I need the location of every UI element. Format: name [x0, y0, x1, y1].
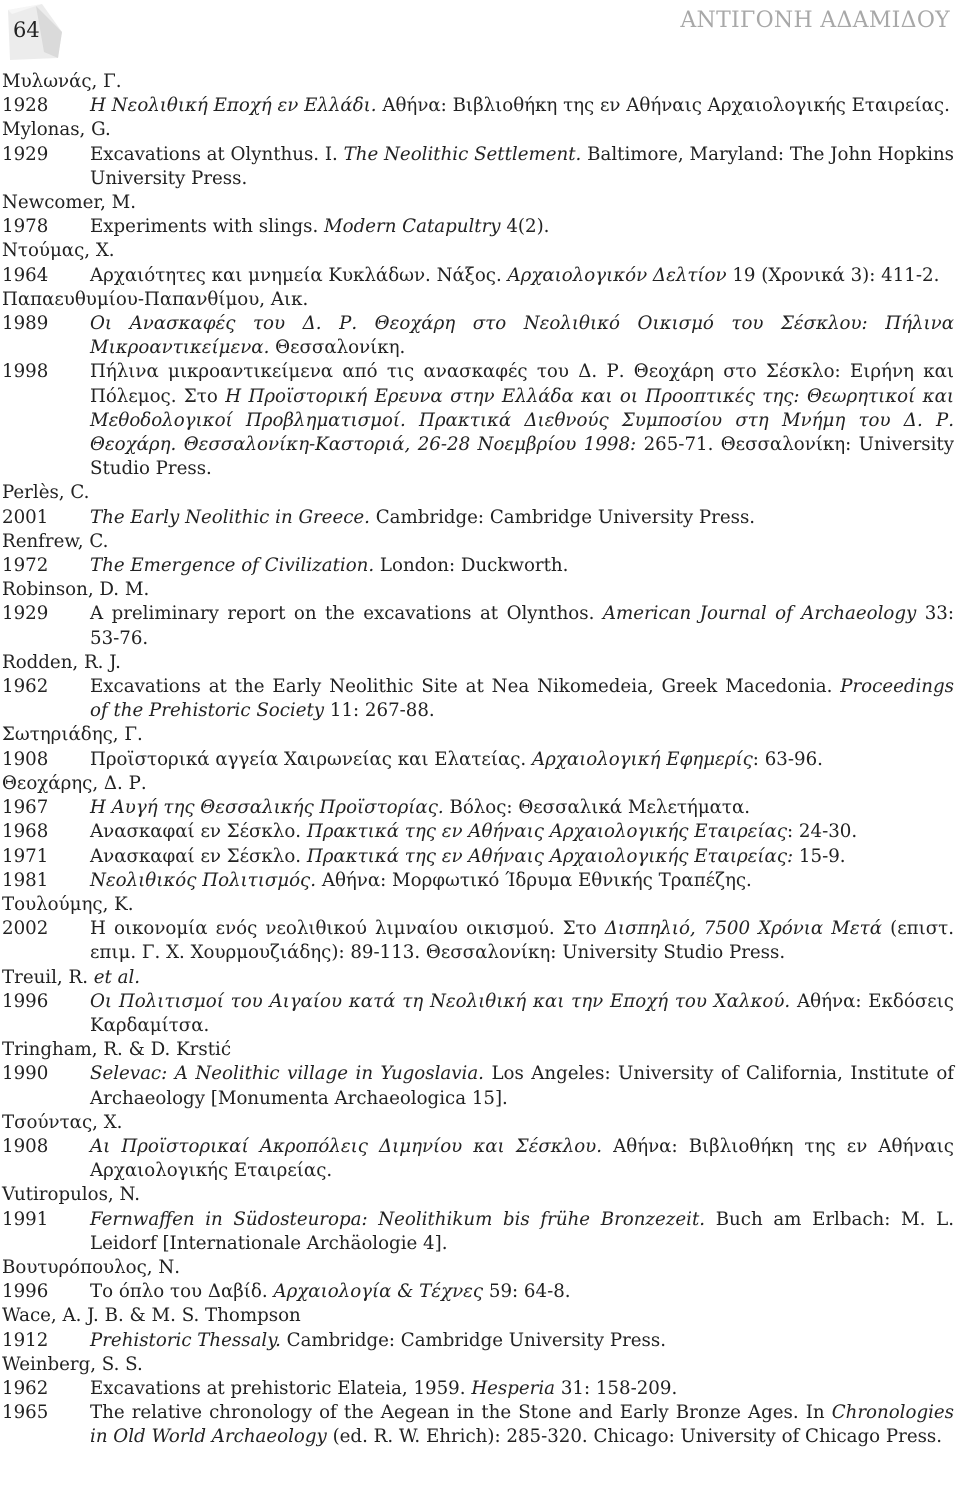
- reference-year: 2001: [2, 506, 49, 528]
- reference-entry: [2, 143, 954, 191]
- reference-year: 1962: [2, 676, 49, 698]
- reference-author: Τουλούμης, Κ.: [2, 893, 134, 915]
- reference-entry: [2, 1401, 954, 1449]
- text-run: Πήλινα μικροαντικείμενα από τις ανασκαφές του Δ. Ρ. Θεοχάρη στο Σέσκλο: Ειρήνη και Πόλεμος. Στο: [90, 361, 954, 407]
- reference-entry: [2, 215, 954, 239]
- reference-author: Robinson, D. M.: [2, 579, 150, 601]
- text-run: 19 (Χρονικά 3): 411-2.: [726, 264, 940, 286]
- reference-year: 1912: [2, 1329, 49, 1351]
- reference-author: Βουτυρόπουλος, Ν.: [2, 1256, 181, 1278]
- text-run: 59: 64-8.: [483, 1281, 571, 1303]
- text-run: Excavations at prehistoric Elateia, 1959.: [90, 1377, 472, 1399]
- text-run: Cambridge: Cambridge University Press.: [280, 1329, 667, 1351]
- text-run: Αθήνα: Βιβλιοθήκη της εν Αθήναις Αρχαιολογικής Εταιρείας.: [90, 1135, 954, 1182]
- reference-author: Ντούμας, Χ.: [2, 240, 115, 262]
- text-run: 11: 267-88.: [324, 700, 435, 722]
- italic-title: Νεολιθικός Πολιτισμός.: [90, 869, 317, 891]
- text-run: (ed. R. W. Ehrich): 285-320. Chicago: University of Chicago Press.: [326, 1426, 943, 1448]
- reference-year: 1978: [2, 216, 49, 238]
- text-run: Το όπλο του Δαβίδ.: [90, 1281, 274, 1303]
- reference-year: 1968: [2, 821, 49, 843]
- reference-entry: [2, 94, 954, 118]
- reference-entry: [2, 360, 954, 481]
- text-run: Excavations at the Early Neolithic Site at Nea Nikomedeia, Greek Macedonia.: [90, 676, 841, 698]
- text-run: 4(2).: [500, 216, 550, 238]
- reference-year: 1972: [2, 555, 49, 577]
- text-run: Excavations at Olynthus. I.: [90, 143, 344, 165]
- reference-author: Vutiropulos, N.: [2, 1184, 141, 1206]
- reference-entry: [2, 1135, 954, 1183]
- reference-entry: [2, 602, 954, 650]
- reference-year: 1998: [2, 361, 49, 383]
- reference-entry: [2, 675, 954, 723]
- reference-entry: [2, 506, 954, 530]
- italic-title: Πρακτικά της εν Αθήναις Αρχαιολογικής Εταιρείας: [306, 821, 788, 843]
- reference-year: 1964: [2, 264, 49, 286]
- reference-author: [2, 966, 954, 990]
- text-run: 265-71. Θεσσαλονίκη: University Studio Press.: [90, 434, 955, 480]
- italic-title: Η Αυγή της Θεσσαλικής Προϊστορίας.: [90, 797, 444, 819]
- italic-title: Η Νεολιθική Εποχή εν Ελλάδι.: [90, 95, 377, 117]
- text-run: Προϊστορικά αγγεία Χαιρωνείας και Ελατείας.: [90, 748, 532, 770]
- italic-title: Fernwaffen in Südosteuropa: Neolithikum bis frühe Bronzezeit.: [90, 1208, 706, 1230]
- reference-year: 1928: [2, 95, 49, 117]
- reference-year: 1990: [2, 1063, 49, 1085]
- italic-title: Αρχαιολογία & Τέχνες: [273, 1281, 484, 1303]
- text-run: Los Angeles: University of California, Institute of Archaeology [Monumenta Archaeologica 15].: [90, 1063, 954, 1109]
- reference-author: Παπαευθυμίου-Παπανθίμου, Αικ.: [2, 288, 309, 310]
- reference-entry: [2, 1280, 954, 1304]
- text-run: Baltimore, Maryland: The John Hopkins University Press.: [90, 143, 955, 189]
- reference-year: 1996: [2, 1281, 49, 1303]
- reference-year: 1929: [2, 603, 49, 625]
- reference-author: Renfrew, C.: [2, 530, 109, 552]
- reference-author: Σωτηριάδης, Γ.: [2, 724, 143, 746]
- reference-year: 1991: [2, 1208, 49, 1230]
- text-run: Αθήνα: Μορφωτικό Ίδρυμα Εθνικής Τραπέζης.: [316, 869, 752, 891]
- reference-year: 1971: [2, 845, 49, 867]
- italic-title: Αι Προϊστορικαί Ακροπόλεις Διμηνίου και Σέσκλου.: [90, 1135, 603, 1157]
- reference-author: Wace, A. J. B. & M. S. Thompson: [2, 1305, 301, 1327]
- page-number: 64: [13, 18, 40, 42]
- italic-title: Proceedings of the Prehistoric Society: [90, 676, 954, 722]
- reference-author: Perlès, C.: [2, 482, 90, 504]
- reference-year: 1996: [2, 990, 49, 1012]
- italic-title: Hesperia: [471, 1377, 556, 1399]
- italic-title: The Neolithic Settlement.: [343, 143, 582, 165]
- text-run: Experiments with slings.: [90, 216, 325, 238]
- reference-author: Τσούντας, Χ.: [2, 1111, 123, 1133]
- italic-title: Chronologies in Old World Archaeology: [90, 1402, 954, 1448]
- italic-title: et al.: [93, 966, 141, 988]
- reference-year: 1929: [2, 143, 49, 165]
- text-run: (επιστ. επιμ. Γ. Χ. Χουρμουζιάδης): 89-113. Θεσσαλονίκη: University Studio Press.: [90, 918, 954, 964]
- reference-entry: [2, 820, 954, 844]
- reference-entry: [2, 1329, 954, 1353]
- text-run: : 63-96.: [752, 748, 823, 770]
- reference-year: 2002: [2, 918, 49, 940]
- text-run: Αθήνα: Εκδόσεις Καρδαμίτσα.: [90, 990, 954, 1036]
- text-run: Cambridge: Cambridge University Press.: [369, 506, 756, 528]
- reference-year: 1967: [2, 797, 49, 819]
- text-run: 33: 53-76.: [90, 603, 954, 649]
- text-run: A preliminary report on the excavations at Olynthos.: [90, 603, 603, 625]
- italic-title: Οι Ανασκαφές του Δ. Ρ. Θεοχάρη στο Νεολιθικό Οικισμό του Σέσκλου: Πήλινα Μικροαντικείμενα.: [90, 313, 954, 359]
- reference-year: 1965: [2, 1402, 49, 1424]
- running-head: ΑΝΤΙΓΟΝΗ ΑΔΑΜΙΔΟΥ: [680, 8, 950, 33]
- text-run: Αρχαιότητες και μνημεία Κυκλάδων. Νάξος.: [90, 264, 508, 286]
- text-run: Ανασκαφαί εν Σέσκλο.: [90, 821, 307, 843]
- reference-entry: [2, 1062, 954, 1110]
- reference-author: Newcomer, M.: [2, 192, 137, 214]
- text-run: 15-9.: [793, 845, 846, 867]
- bibliography: [2, 70, 954, 1450]
- text-run: The relative chronology of the Aegean in the Stone and Early Bronze Ages. In: [90, 1402, 832, 1424]
- reference-year: 1908: [2, 748, 49, 770]
- reference-entry: [2, 312, 954, 360]
- reference-author: Mylonas, G.: [2, 119, 111, 141]
- reference-entry: [2, 554, 954, 578]
- italic-title: Η Προϊστορική Ερευνα στην Ελλάδα και οι Προοπτικές της: Θεωρητικοί και Μεθοδολογικοί Προβληματισμοί. Πρακτικά Διεθνούς Συμποσίου στη Μνήμη του Δ. Ρ. Θεοχάρη. Θεσσαλονίκη-Καστοριά, 26-28 Νοεμβρίου 1998:: [90, 385, 954, 456]
- italic-title: American Journal of Archaeology: [602, 603, 917, 625]
- italic-title: Prehistoric Thessaly.: [90, 1329, 281, 1351]
- reference-author: Tringham, R. & D. Krstić: [2, 1039, 232, 1061]
- text-run: : 24-30.: [787, 821, 858, 843]
- reference-entry: [2, 990, 954, 1038]
- italic-title: Πρακτικά της εν Αθήναις Αρχαιολογικής Εταιρείας:: [306, 845, 794, 867]
- reference-year: 1981: [2, 869, 49, 891]
- reference-year: 1989: [2, 313, 49, 335]
- reference-entry: [2, 869, 954, 893]
- reference-year: 1908: [2, 1135, 49, 1157]
- text-run: Αθήνα: Βιβλιοθήκη της εν Αθήναις Αρχαιολογικής Εταιρείας.: [376, 95, 950, 117]
- reference-entry: [2, 845, 954, 869]
- text-run: Treuil, R.: [2, 966, 94, 988]
- reference-entry: [2, 1208, 954, 1256]
- reference-year: 1962: [2, 1377, 49, 1399]
- text-run: 31: 158-209.: [555, 1377, 678, 1399]
- text-run: Βόλος: Θεσσαλικά Μελετήματα.: [443, 797, 751, 819]
- page-header: [0, 0, 960, 70]
- reference-author: Weinberg, S. S.: [2, 1353, 143, 1375]
- reference-author: Μυλωνάς, Γ.: [2, 71, 122, 92]
- text-run: Ανασκαφαί εν Σέσκλο.: [90, 845, 307, 867]
- text-run: Η οικονομία ενός νεολιθικού λιμναίου οικισμού. Στο: [90, 918, 605, 940]
- italic-title: Αρχαιολογικόν Δελτίον: [507, 264, 727, 286]
- italic-title: Δισπηλιό, 7500 Χρόνια Μετά: [604, 918, 883, 940]
- italic-title: The Emergence of Civilization.: [90, 555, 375, 577]
- italic-title: Αρχαιολογική Εφημερίς: [532, 748, 753, 770]
- reference-entry: [2, 264, 954, 288]
- reference-entry: [2, 1377, 954, 1401]
- reference-entry: [2, 917, 954, 965]
- italic-title: Οι Πολιτισμοί του Αιγαίου κατά τη Νεολιθική και την Εποχή του Χαλκού.: [90, 990, 791, 1012]
- reference-entry: [2, 748, 954, 772]
- italic-title: Modern Catapultry: [324, 216, 501, 238]
- reference-entry: [2, 796, 954, 820]
- italic-title: The Early Neolithic in Greece.: [90, 506, 370, 528]
- text-run: London: Duckworth.: [374, 555, 569, 577]
- text-run: Buch am Erlbach: M. L. Leidorf [Internationale Archäologie 4].: [90, 1208, 954, 1254]
- text-run: Θεσσαλονίκη.: [269, 337, 406, 359]
- reference-author: Θεοχάρης, Δ. Ρ.: [2, 772, 147, 794]
- reference-author: Rodden, R. J.: [2, 651, 121, 673]
- italic-title: Selevac: A Neolithic village in Yugoslavia.: [90, 1063, 484, 1085]
